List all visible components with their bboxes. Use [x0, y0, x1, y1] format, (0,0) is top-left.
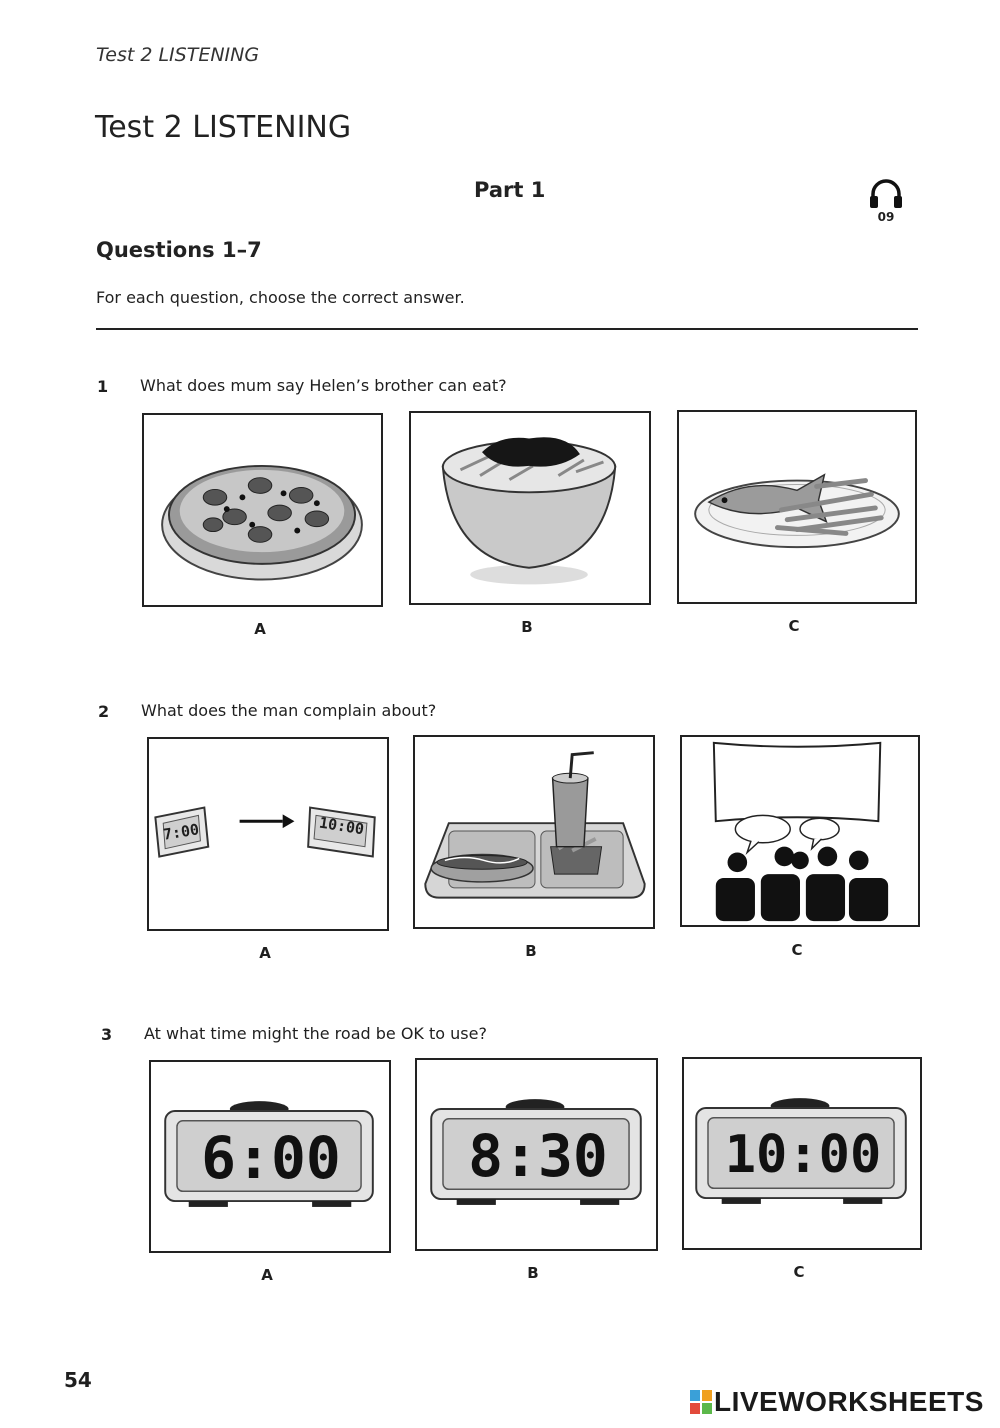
food-tray-icon [415, 737, 653, 927]
option-2a-clock-change[interactable] [147, 737, 389, 931]
clock-time: 6:00 [201, 1124, 341, 1192]
headphones-icon [868, 178, 904, 210]
option-letter: A [254, 620, 266, 638]
option-3c-clock[interactable] [682, 1057, 922, 1250]
clock-time: 10:00 [724, 1125, 882, 1185]
page-title: Test 2 LISTENING [95, 110, 352, 145]
cinema-audience-icon [682, 737, 918, 925]
option-2c-cinema[interactable] [680, 735, 920, 927]
question-text: What does mum say Helen’s brother can eat? [140, 376, 507, 395]
question-text: At what time might the road be OK to use? [144, 1024, 487, 1043]
option-2b-food-tray[interactable] [413, 735, 655, 929]
option-1a-pizza[interactable] [142, 413, 383, 607]
brand-name: LIVEWORKSHEETS [714, 1386, 984, 1417]
section-title: Questions 1–7 [96, 238, 262, 262]
audio-track-number: 09 [877, 210, 895, 224]
option-letter: C [793, 1263, 805, 1281]
brand-watermark [690, 1386, 984, 1418]
clock-from-label: 7:00 [161, 820, 201, 844]
divider [96, 328, 918, 330]
question-number: 2 [98, 702, 110, 721]
pasta-bowl-icon [411, 413, 649, 603]
option-3b-clock[interactable] [415, 1058, 658, 1251]
option-letter: C [791, 941, 803, 959]
option-1c-fish-and-chips[interactable] [677, 410, 917, 604]
option-letter: A [261, 1266, 273, 1284]
question-number: 3 [101, 1025, 113, 1044]
question-text: What does the man complain about? [141, 701, 437, 720]
fish-and-chips-icon [679, 412, 915, 602]
clock-time: 8:30 [468, 1122, 608, 1190]
option-3a-clock[interactable] [149, 1060, 391, 1253]
option-letter: B [525, 942, 537, 960]
instructions: For each question, choose the correct answer. [96, 288, 465, 307]
audio-track[interactable] [866, 178, 906, 224]
option-letter: B [527, 1264, 539, 1282]
liveworksheets-logo-icon [690, 1390, 712, 1414]
option-letter: B [521, 618, 533, 636]
part-title: Part 1 [474, 178, 546, 202]
running-head: Test 2 LISTENING [96, 44, 260, 66]
option-1b-pasta[interactable] [409, 411, 651, 605]
option-letter: C [788, 617, 800, 635]
question-number: 1 [97, 377, 109, 396]
option-letter: A [259, 944, 271, 962]
clock-to-label: 10:00 [317, 813, 366, 839]
pizza-icon [144, 415, 381, 605]
page-number: 54 [64, 1368, 92, 1392]
